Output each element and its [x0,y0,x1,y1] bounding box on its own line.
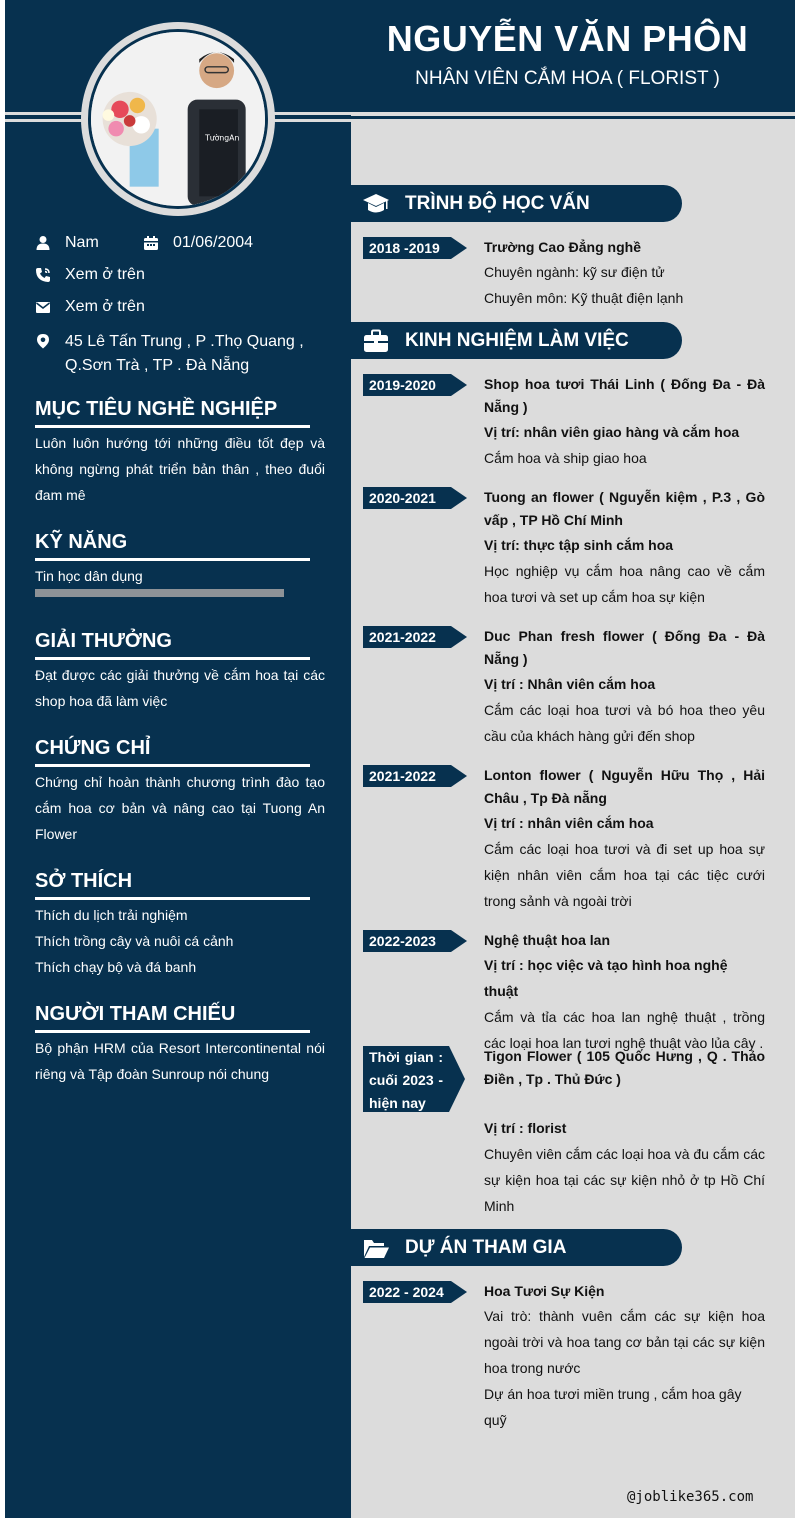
company-name: Tigon Flower ( 105 Quốc Hưng , Q . Thảo Điền , Tp . Thủ Đức ) [484,1048,765,1087]
hobby-item: Thích chạy bộ và đá banh [35,959,197,975]
candidate-name: NGUYỄN VĂN PHÔN [386,18,749,59]
experience-date: 2021-2022 [363,626,451,648]
description-text: Cắm các loại hoa tươi và đi set up hoa sự kiện nhân viên cắm hoa tại các tiệc cưới trong sảnh và ngoài trời [484,841,765,909]
certificates-rule [35,764,310,767]
references-rule [35,1030,310,1033]
awards-title: GIẢI THƯỞNG [35,630,172,652]
references-title: NGƯỜI THAM CHIẾU [35,1003,236,1025]
experience-date: 2019-2020 [363,374,451,396]
birthday-text: 01/06/2004 [173,234,254,251]
avatar [88,29,268,209]
phone-text: Xem ở trên [65,266,145,283]
folder-open-icon [362,1234,390,1262]
position-text: Vị trí: nhân viên giao hàng và cắm hoa [484,424,740,440]
position-text: Vị trí : florist [484,1120,567,1136]
address-text [65,330,304,378]
objective-text: Luôn luôn hướng tới những điều tốt đẹp và không ngừng phát triển bản thân , theo đuổi đam mê [35,435,325,503]
skill-level-bar [35,589,284,597]
education-entry [484,236,765,311]
phone-icon [35,267,51,283]
education-title: TRÌNH ĐỘ HỌC VẤN [405,193,590,214]
awards-text: Đạt được các giải thưởng về cắm hoa tại các shop hoa đã làm việc [35,667,325,709]
candidate-title: NHÂN VIÊN CẮM HOA ( FLORIST ) [415,68,720,89]
experience-date: 2020-2021 [363,487,451,509]
experience-date: 2022-2023 [363,930,451,952]
skill-label: Tin học dân dụng [35,568,143,584]
panel-top-gap [351,122,795,128]
references-text: Bộ phận HRM của Resort Intercontinental nói riêng và Tập đoàn Sunroup nói chung [35,1040,325,1082]
objective-rule [35,425,310,428]
calendar-icon [143,235,159,251]
hobby-item: Thích du lịch trải nghiệm [35,907,188,923]
hobbies-rule [35,897,310,900]
hobby-item: Thích trồng cây và nuôi cá cảnh [35,933,234,949]
certificates-text: Chứng chỉ hoàn thành chương trình đào tạo cắm hoa cơ bản và nâng cao tại Tuong An Flower [35,774,325,842]
envelope-icon [35,299,51,315]
project-name: Hoa Tươi Sự Kiện [484,1283,605,1299]
location-pin-icon [35,333,51,349]
experience-date: Thời gian : cuối 2023 - hiện nay [363,1046,449,1112]
experience-entry [484,373,765,471]
project-entry [484,1280,765,1433]
description-text: Học nghiệp vụ cắm hoa nâng cao về cắm hoa tươi và set up cắm hoa sự kiện [484,563,765,605]
graduation-cap-icon [362,190,390,218]
entry-spacer [484,1091,765,1115]
address-line-1: 45 Lê Tấn Trung , P .Thọ Quang , [65,333,304,350]
experience-title: KINH NGHIỆM LÀM VIỆC [405,330,629,351]
objective-title: MỤC TIÊU NGHỀ NGHIỆP [35,398,278,420]
position-text: Vị trí : nhân viên cắm hoa [484,815,654,831]
experience-entry [484,929,765,1056]
user-icon [35,235,51,251]
experience-entry [484,764,765,914]
experience-entry [484,625,765,749]
briefcase-icon [362,327,390,355]
specialty-text: Chuyên môn: Kỹ thuật điện lạnh [484,290,684,306]
skills-rule [35,558,310,561]
company-name: Tuong an flower ( Nguyễn kiệm , P.3 , Gò vấp , TP Hồ Chí Minh [484,489,765,528]
email-text: Xem ở trên [65,298,145,315]
projects-title: DỰ ÁN THAM GIA [405,1237,567,1258]
position-text: Vị trí : học việc và tạo hình hoa nghệ thuật [484,957,728,999]
company-name: Duc Phan fresh flower ( Đống Đa - Đà Nẵng ) [484,628,765,667]
school-name: Trường Cao Đẳng nghề [484,239,641,255]
hobbies-title: SỞ THÍCH [35,870,133,892]
avatar-photo [91,32,265,206]
experience-date: 2021-2022 [363,765,451,787]
address-line-2: Q.Sơn Trà , TP . Đà Nẵng [65,357,250,374]
description-text: Chuyên viên cắm các loại hoa và đu cắm các sự kiện hoa tại các sự kiện nhỏ ở tp Hồ Chí Minh [484,1146,765,1214]
major-text: Chuyên ngành: kỹ sư điện tử [484,264,665,280]
company-name: Shop hoa tươi Thái Linh ( Đống Đa - Đà Nẵng ) [484,376,765,415]
project-note: Dự án hoa tươi miền trung , cắm hoa gây quỹ [484,1386,742,1428]
position-text: Vị trí : Nhân viên cắm hoa [484,676,656,692]
education-date: 2018 -2019 [363,237,451,259]
description-text: Cắm các loại hoa tươi và bó hoa theo yêu cầu của khách hàng gửi đến shop [484,702,765,744]
experience-entry [484,486,765,610]
position-text: Vị trí: thực tập sinh cắm hoa [484,537,674,553]
project-date: 2022 - 2024 [363,1281,451,1303]
awards-rule [35,657,310,660]
certificates-title: CHỨNG CHỈ [35,737,151,759]
skills-title: KỸ NĂNG [35,531,128,553]
company-name: Nghệ thuật hoa lan [484,932,610,948]
footer-watermark: @joblike365.com [627,1489,754,1505]
experience-entry [484,1045,765,1219]
svg-text:TườngAn: TườngAn [205,133,240,143]
description-text: Cắm và tỉa các hoa lan nghệ thuật , trồng các loại hoa lan tươi nghệ thuật vào lủa cây . [484,1009,765,1051]
gender-text: Nam [65,234,99,251]
hobbies-list [35,902,325,980]
cv-page [5,0,795,1518]
company-name: Lonton flower ( Nguyễn Hữu Thọ , Hải Châu , Tp Đà nẵng [484,767,765,806]
project-role: Vai trò: thành vuên cắm các sự kiện hoa ngoài trời và hoa tang cơ bản tại các sự kiện hoa trong nước [484,1308,765,1376]
description-text: Cắm hoa và ship giao hoa [484,450,647,466]
